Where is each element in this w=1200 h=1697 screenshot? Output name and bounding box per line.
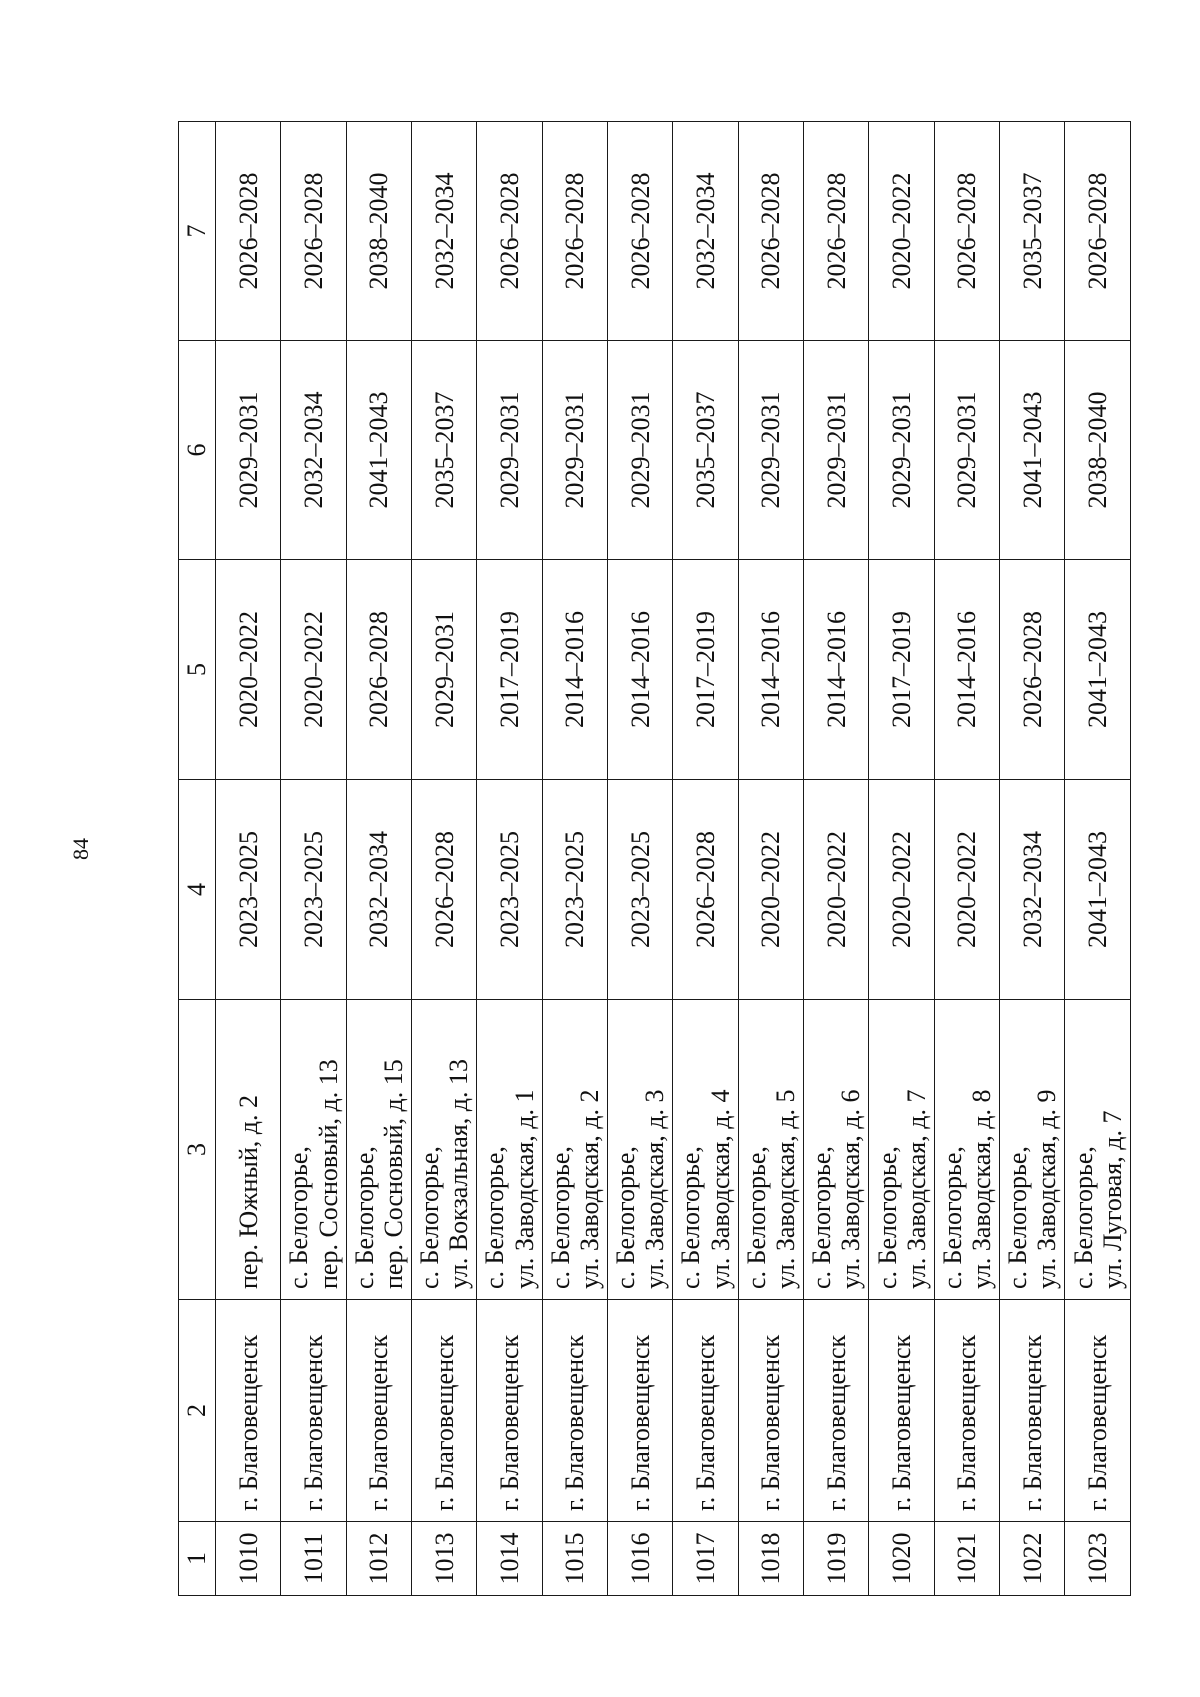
cell-city: г. Благовещенск (477, 1300, 542, 1522)
cell-period-6: 2029–2031 (542, 341, 607, 560)
column-header-4: 4 (179, 780, 216, 1000)
cell-city: г. Благовещенск (1000, 1300, 1065, 1522)
cell-period-4: 2023–2025 (216, 780, 281, 1000)
cell-period-7: 2026–2028 (804, 122, 869, 341)
address-line: ул. Заводская, д. 4 (705, 1089, 735, 1289)
cell-city: г. Благовещенск (412, 1300, 477, 1522)
address-line: с. Белогорье, (937, 1146, 967, 1289)
cell-period-7: 2026–2028 (216, 122, 281, 341)
cell-period-4: 2032–2034 (346, 780, 411, 1000)
table-row (542, 122, 607, 1596)
cell-period-4: 2041–2043 (1065, 780, 1131, 1000)
table-row (738, 122, 803, 1596)
cell-period-6: 2029–2031 (608, 341, 673, 560)
cell-period-4: 2023–2025 (281, 780, 346, 1000)
table-row (281, 122, 346, 1596)
address-line: с. Белогорье, (545, 1146, 575, 1289)
table-row (346, 122, 411, 1596)
cell-address (934, 1000, 999, 1300)
cell-period-6: 2029–2031 (804, 341, 869, 560)
cell-city: г. Благовещенск (281, 1300, 346, 1522)
table-row (673, 122, 738, 1596)
address-line: с. Белогорье, (480, 1146, 510, 1289)
cell-id: 1021 (934, 1522, 999, 1596)
cell-address (738, 1000, 803, 1300)
cell-period-7: 2026–2028 (281, 122, 346, 341)
cell-period-7: 2020–2022 (869, 122, 934, 341)
cell-city: г. Благовещенск (216, 1300, 281, 1522)
address-line: ул. Луговая, д. 7 (1097, 1110, 1127, 1289)
cell-period-5: 2029–2031 (412, 560, 477, 780)
cell-period-6: 2041–2043 (346, 341, 411, 560)
cell-address (542, 1000, 607, 1300)
cell-period-6: 2029–2031 (477, 341, 542, 560)
cell-period-4: 2020–2022 (934, 780, 999, 1000)
table-row (1065, 122, 1131, 1596)
address-line: с. Белогорье, (611, 1146, 641, 1289)
column-header-7: 7 (179, 122, 216, 341)
column-header-3: 3 (179, 1000, 216, 1300)
cell-id: 1019 (804, 1522, 869, 1596)
address-line: ул. Заводская, д. 6 (836, 1089, 866, 1289)
cell-city: г. Благовещенск (1065, 1300, 1131, 1522)
address-line: пер. Сосновый, д. 13 (313, 1059, 343, 1289)
address-line: с. Белогорье, (807, 1146, 837, 1289)
cell-city: г. Благовещенск (804, 1300, 869, 1522)
cell-period-6: 2035–2037 (673, 341, 738, 560)
cell-address (477, 1000, 542, 1300)
column-header-5: 5 (179, 560, 216, 780)
cell-period-5: 2017–2019 (869, 560, 934, 780)
cell-address (1065, 1000, 1131, 1300)
table-row (804, 122, 869, 1596)
cell-address (804, 1000, 869, 1300)
page-number: 84 (68, 838, 93, 860)
address-line: пер. Южный, д. 2 (233, 1095, 263, 1289)
cell-period-6: 2032–2034 (281, 341, 346, 560)
cell-period-7: 2026–2028 (1065, 122, 1131, 341)
cell-period-6: 2041–2043 (1000, 341, 1065, 560)
cell-city: г. Благовещенск (608, 1300, 673, 1522)
cell-id: 1010 (216, 1522, 281, 1596)
cell-period-4: 2020–2022 (738, 780, 803, 1000)
cell-period-5: 2014–2016 (542, 560, 607, 780)
address-line: ул. Заводская, д. 8 (966, 1089, 996, 1289)
column-header-6: 6 (179, 341, 216, 560)
cell-city: г. Благовещенск (738, 1300, 803, 1522)
cell-id: 1016 (608, 1522, 673, 1596)
address-line: ул. Заводская, д. 7 (901, 1089, 931, 1289)
cell-period-6: 2035–2037 (412, 341, 477, 560)
cell-id: 1011 (281, 1522, 346, 1596)
cell-address (346, 1000, 411, 1300)
cell-period-7: 2026–2028 (542, 122, 607, 341)
cell-address (673, 1000, 738, 1300)
cell-period-4: 2026–2028 (673, 780, 738, 1000)
cell-address (216, 1000, 281, 1300)
cell-period-5: 2017–2019 (673, 560, 738, 780)
cell-address (281, 1000, 346, 1300)
cell-period-6: 2029–2031 (738, 341, 803, 560)
table-row (869, 122, 934, 1596)
cell-period-5: 2026–2028 (1000, 560, 1065, 780)
cell-address (412, 1000, 477, 1300)
cell-id: 1017 (673, 1522, 738, 1596)
cell-id: 1015 (542, 1522, 607, 1596)
cell-period-4: 2026–2028 (412, 780, 477, 1000)
table-container (178, 122, 1131, 1596)
table-row (608, 122, 673, 1596)
cell-id: 1020 (869, 1522, 934, 1596)
cell-period-5: 2020–2022 (281, 560, 346, 780)
address-line: ул. Заводская, д. 9 (1032, 1089, 1062, 1289)
cell-id: 1013 (412, 1522, 477, 1596)
cell-period-4: 2023–2025 (542, 780, 607, 1000)
cell-period-5: 2041–2043 (1065, 560, 1131, 780)
table-row (477, 122, 542, 1596)
cell-period-6: 2038–2040 (1065, 341, 1131, 560)
table-row (934, 122, 999, 1596)
address-line: с. Белогорье, (1003, 1146, 1033, 1289)
cell-id: 1012 (346, 1522, 411, 1596)
cell-period-6: 2029–2031 (934, 341, 999, 560)
column-header-2: 2 (179, 1300, 216, 1522)
cell-period-4: 2020–2022 (869, 780, 934, 1000)
cell-period-6: 2029–2031 (216, 341, 281, 560)
cell-city: г. Благовещенск (542, 1300, 607, 1522)
address-line: с. Белогорье, (1068, 1146, 1098, 1289)
address-line: с. Белогорье, (872, 1146, 902, 1289)
cell-id: 1022 (1000, 1522, 1065, 1596)
cell-period-7: 2038–2040 (346, 122, 411, 341)
cell-period-4: 2032–2034 (1000, 780, 1065, 1000)
cell-period-5: 2020–2022 (216, 560, 281, 780)
cell-period-4: 2023–2025 (477, 780, 542, 1000)
address-line: ул. Заводская, д. 2 (574, 1089, 604, 1289)
cell-address (1000, 1000, 1065, 1300)
table-row (1000, 122, 1065, 1596)
address-line: ул. Заводская, д. 1 (509, 1089, 539, 1289)
cell-period-5: 2014–2016 (608, 560, 673, 780)
cell-address (608, 1000, 673, 1300)
cell-period-7: 2026–2028 (934, 122, 999, 341)
address-line: ул. Заводская, д. 5 (770, 1089, 800, 1289)
header-row (179, 122, 216, 1596)
address-line: с. Белогорье, (676, 1146, 706, 1289)
cell-period-7: 2032–2034 (673, 122, 738, 341)
address-line: ул. Вокзальная, д. 13 (444, 1059, 474, 1289)
address-line: с. Белогорье, (284, 1146, 314, 1289)
schedule-table (178, 121, 1131, 1596)
cell-period-7: 2026–2028 (608, 122, 673, 341)
cell-city: г. Благовещенск (673, 1300, 738, 1522)
table-body (216, 122, 1131, 1596)
address-line: с. Белогорье, (415, 1146, 445, 1289)
cell-period-7: 2032–2034 (412, 122, 477, 341)
cell-address (869, 1000, 934, 1300)
cell-period-5: 2014–2016 (738, 560, 803, 780)
cell-id: 1018 (738, 1522, 803, 1596)
cell-city: г. Благовещенск (934, 1300, 999, 1522)
cell-period-5: 2014–2016 (934, 560, 999, 780)
cell-period-5: 2014–2016 (804, 560, 869, 780)
cell-period-7: 2026–2028 (738, 122, 803, 341)
table-row (216, 122, 281, 1596)
address-line: с. Белогорье, (349, 1146, 379, 1289)
cell-period-6: 2029–2031 (869, 341, 934, 560)
cell-period-5: 2017–2019 (477, 560, 542, 780)
cell-city: г. Благовещенск (346, 1300, 411, 1522)
cell-id: 1014 (477, 1522, 542, 1596)
address-line: ул. Заводская, д. 3 (640, 1089, 670, 1289)
cell-period-7: 2026–2028 (477, 122, 542, 341)
cell-period-4: 2023–2025 (608, 780, 673, 1000)
cell-period-4: 2020–2022 (804, 780, 869, 1000)
address-line: с. Белогорье, (741, 1146, 771, 1289)
cell-id: 1023 (1065, 1522, 1131, 1596)
cell-period-5: 2026–2028 (346, 560, 411, 780)
cell-period-7: 2035–2037 (1000, 122, 1065, 341)
cell-city: г. Благовещенск (869, 1300, 934, 1522)
column-header-1: 1 (179, 1522, 216, 1596)
table-row (412, 122, 477, 1596)
address-line: пер. Сосновый, д. 15 (378, 1059, 408, 1289)
